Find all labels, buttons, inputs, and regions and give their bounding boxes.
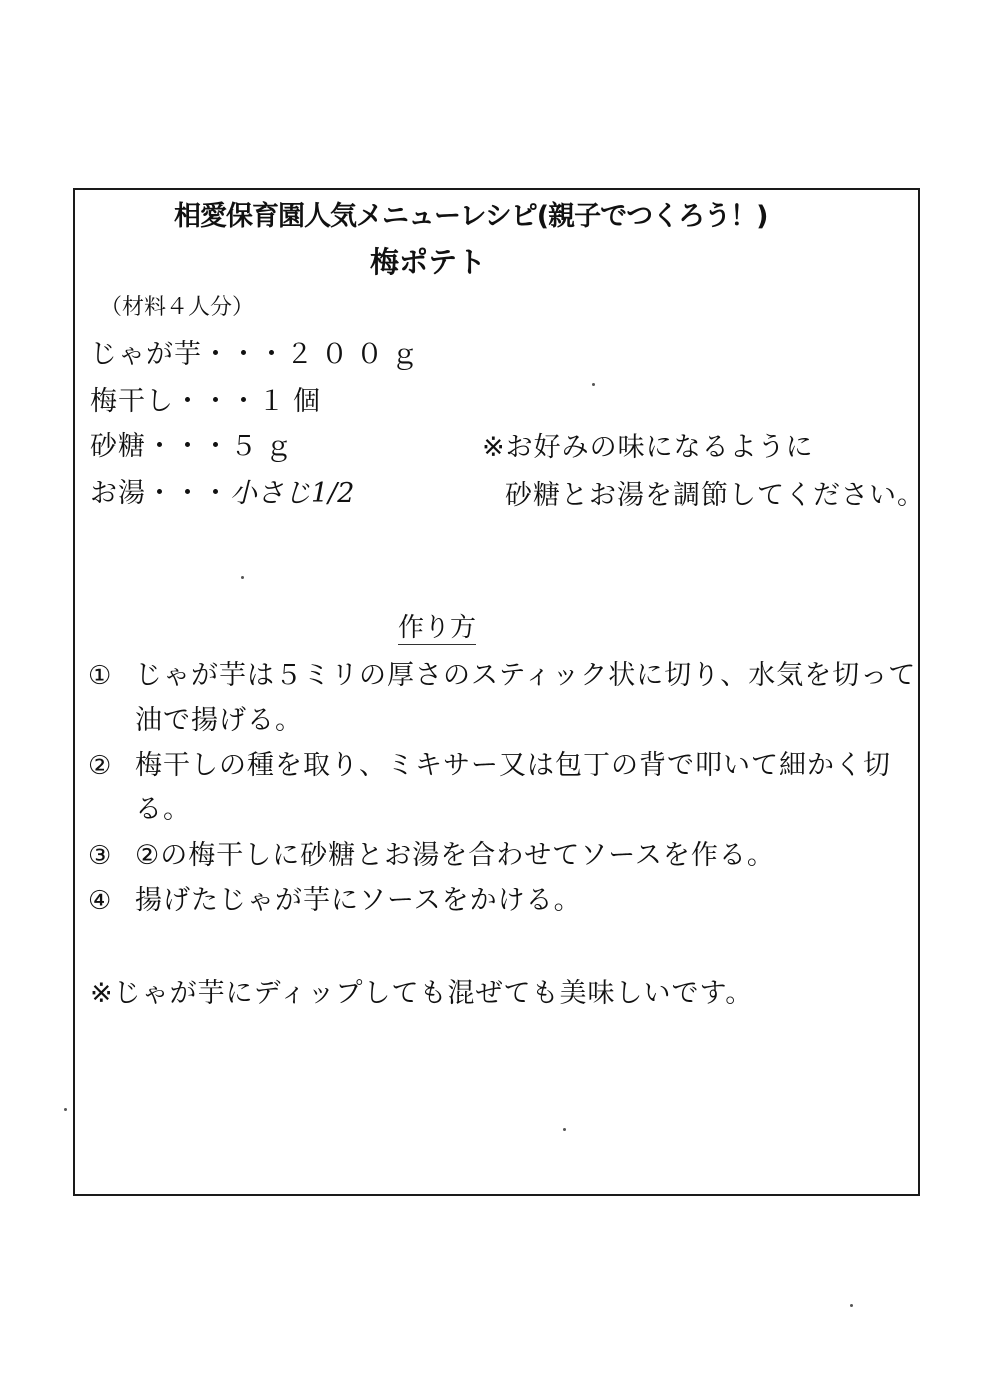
ingredient-row (90, 480, 354, 507)
scan-speck (241, 576, 244, 579)
ingredient-amount: １個 (258, 386, 328, 417)
step-text-continued: る。 (135, 794, 191, 825)
step-number: ④ (88, 886, 112, 916)
step-number: ③ (88, 841, 112, 871)
ingredient-name: 砂糖・・・ (90, 431, 230, 462)
scan-speck (64, 1108, 67, 1111)
scan-speck (850, 1304, 853, 1307)
footnote: ※じゃが芋にディップしても混ぜても美味しいです。 (90, 978, 754, 1009)
method-title: 作り方 (398, 613, 477, 643)
ingredient-name: 梅干し・・・ (90, 386, 258, 417)
step-number: ② (88, 751, 112, 781)
dish-name: 梅ポテト (370, 245, 487, 279)
ingredient-amount: ２００ｇ (286, 339, 426, 370)
ingredient-name: お湯・・・ (90, 478, 230, 509)
ingredient-row (90, 433, 300, 460)
scan-speck (563, 1128, 566, 1131)
adjust-note-line1: ※お好みの味になるように (482, 432, 814, 463)
step-number: ① (88, 661, 112, 691)
step-text: ②の梅干しに砂糖とお湯を合わせてソースを作る。 (135, 840, 775, 871)
step-text: 揚げたじゃが芋にソースをかける。 (135, 885, 582, 916)
ingredient-row (90, 341, 426, 368)
adjust-note-line2: 砂糖とお湯を調節してください。 (505, 480, 925, 511)
servings-label: （材料４人分） (100, 295, 255, 320)
scan-speck (592, 383, 595, 386)
step-text: 梅干しの種を取り、ミキサー又は包丁の背で叩いて細かく切 (135, 750, 891, 781)
ingredient-amount: ５ｇ (230, 431, 300, 462)
ingredient-row (90, 388, 328, 415)
recipe-title: 相愛保育園人気メニューレシピ(親子でつくろう！) (174, 201, 768, 232)
step-text: じゃが芋は５ミリの厚さのスティック状に切り、水気を切って (135, 660, 917, 691)
ingredient-name: じゃが芋・・・ (90, 339, 286, 370)
step-text-continued: 油で揚げる。 (135, 705, 303, 736)
ingredient-amount-handwritten: 小さじ1/2 (230, 478, 355, 509)
